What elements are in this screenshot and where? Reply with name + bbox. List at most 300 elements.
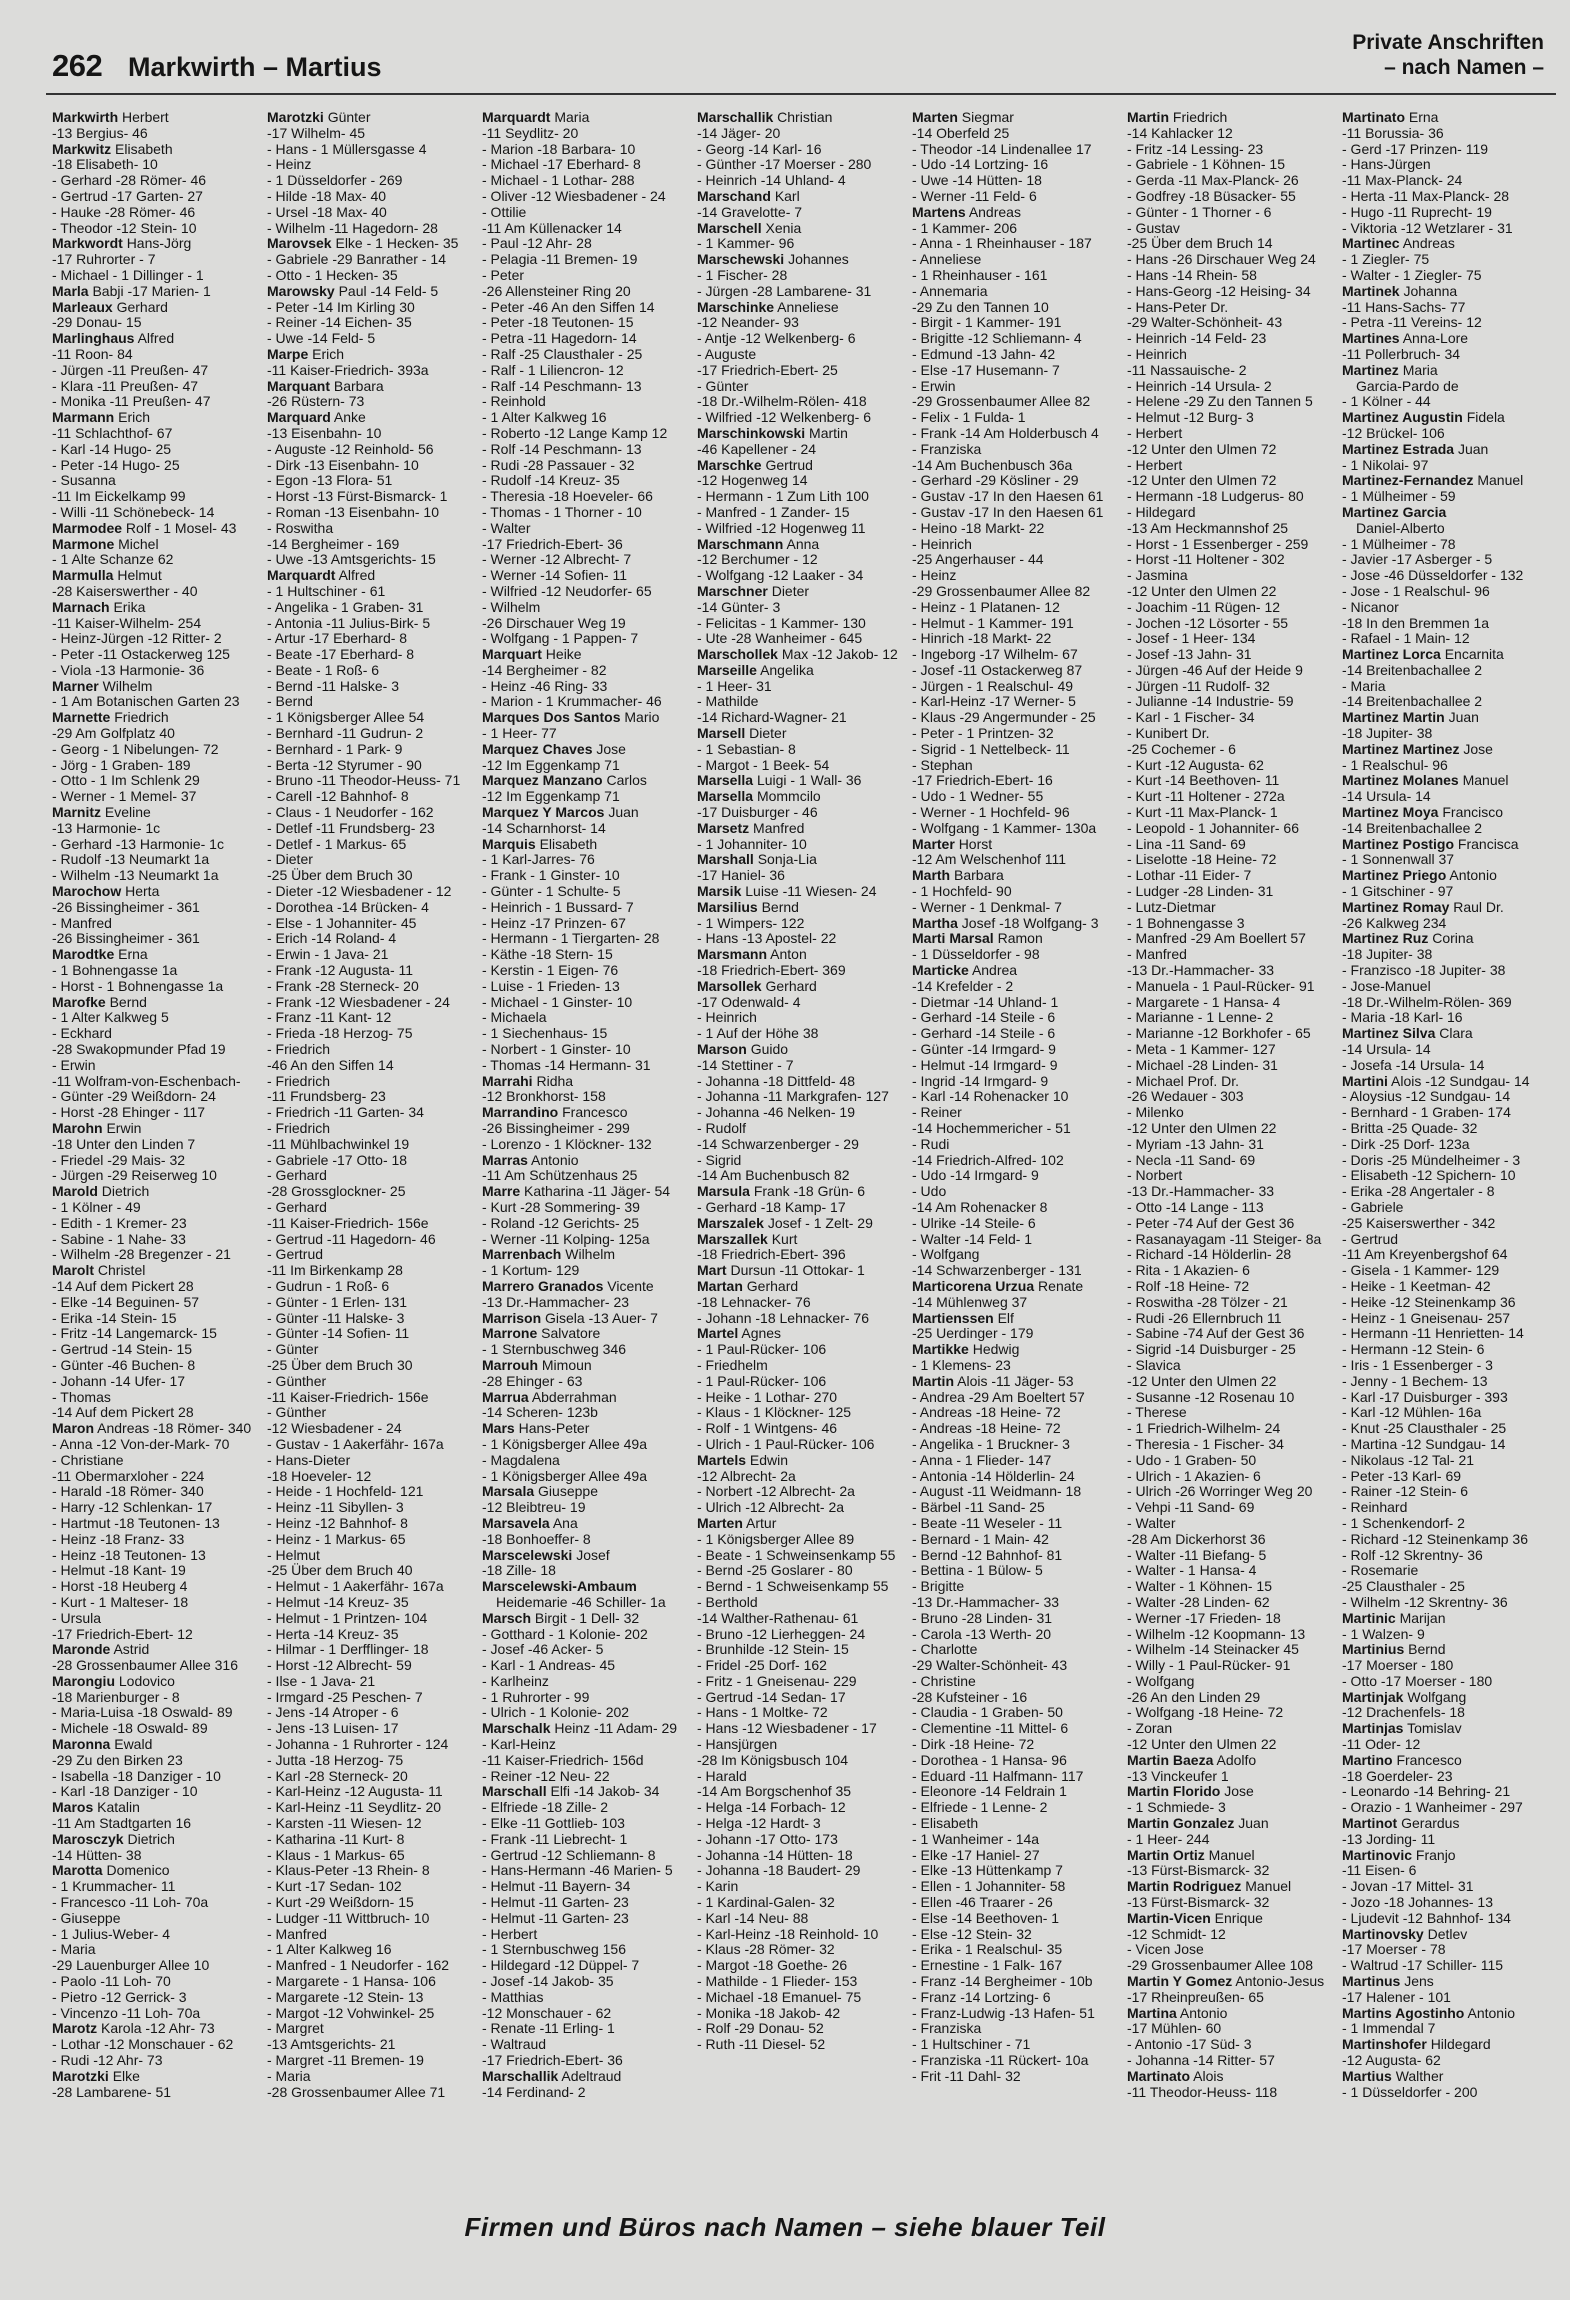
directory-entry-line: [52, 2069, 257, 2085]
entry-text: -12 Albrecht- 2a: [697, 1467, 796, 1484]
entry-text: -14 Kahlacker 12: [1127, 124, 1233, 141]
directory-entry-line: [52, 916, 257, 932]
surname: Martinez Silva: [1342, 1025, 1436, 1042]
directory-entry-line: [1342, 694, 1547, 710]
entry-text: - Norbert - 1 Ginster- 10: [482, 1041, 631, 1058]
entry-text: - Helmut -14 Irmgard- 9: [912, 1056, 1058, 1073]
directory-entry-line: [1127, 110, 1332, 126]
directory-entry-line: [482, 773, 687, 789]
directory-entry-line: [912, 1137, 1117, 1153]
surname: Marrouh: [482, 1356, 538, 1373]
directory-column-7: [1342, 110, 1547, 2200]
directory-entry-line: [482, 631, 687, 647]
entry-text: - Horst -11 Holtener - 302: [1127, 551, 1285, 568]
directory-entry-line: [482, 1326, 687, 1342]
entry-text: - Heino -18 Markt- 22: [912, 519, 1045, 536]
directory-entry-line: [912, 916, 1117, 932]
directory-entry-line: [697, 552, 902, 568]
entry-text: - Helmut - 1 Printzen- 104: [267, 1609, 428, 1626]
entry-text: -11 Im Birkenkamp 28: [267, 1262, 403, 1279]
directory-entry-line: [1127, 426, 1332, 442]
directory-entry-line: [1127, 252, 1332, 268]
directory-entry-line: [912, 1974, 1117, 1990]
directory-entry-line: [1127, 1832, 1332, 1848]
entry-text: - Hans-Jürgen: [1342, 156, 1431, 173]
entry-text: - Willi -11 Schönebeck- 14: [52, 503, 215, 520]
entry-text: - Thomas - 1 Thorner - 10: [482, 503, 642, 520]
directory-entry-line: [912, 884, 1117, 900]
directory-entry-line: [482, 1153, 687, 1169]
entry-text: - Dirk -25 Dorf- 123a: [1342, 1135, 1470, 1152]
entry-text: - Udo -14 Irmgard- 9: [912, 1167, 1039, 1184]
entry-text: Guido: [750, 1041, 789, 1058]
directory-entry-line: [482, 2069, 687, 2085]
entry-text: - Heinrich - 1 Bussard- 7: [482, 898, 634, 915]
directory-entry-line: [482, 1200, 687, 1216]
entry-text: -13 Harmonie- 1c: [52, 819, 161, 836]
directory-entry-line: [1127, 947, 1332, 963]
directory-entry-line: [482, 1816, 687, 1832]
entry-text: Gertrud: [765, 456, 813, 473]
entry-text: - Maria -18 Karl- 16: [1342, 1009, 1463, 1026]
directory-entry-line: [1127, 1247, 1332, 1263]
directory-entry-line: [912, 173, 1117, 189]
surname: Martina: [1127, 2004, 1177, 2021]
entry-text: - Michael -17 Eberhard- 8: [482, 156, 641, 173]
entry-text: Maria: [1402, 361, 1438, 378]
entry-text: - Brigitte -12 Schliemann- 4: [912, 330, 1082, 347]
directory-entry-line: [1342, 1958, 1547, 1974]
surname: Martin Ortiz: [1127, 1846, 1205, 1863]
directory-entry-line: [52, 473, 257, 489]
directory-entry-line: [1127, 1484, 1332, 1500]
entry-text: - Walter -14 Feld- 1: [912, 1230, 1033, 1247]
surname: Marszalek: [697, 1214, 764, 1231]
surname: Marschke: [697, 456, 762, 473]
entry-text: - Mathilde - 1 Flieder- 153: [697, 1973, 858, 1990]
entry-text: - Rainer -12 Stein- 6: [1342, 1483, 1469, 1500]
surname: Marschallik: [697, 110, 774, 125]
surname: Martinez Augustin: [1342, 409, 1463, 426]
entry-text: - Erika - 1 Realschul- 35: [912, 1941, 1063, 1958]
entry-text: - Udo - 1 Graben- 50: [1127, 1451, 1257, 1468]
directory-entry-line: [1342, 900, 1547, 916]
entry-text: - 1 Hochfeld- 90: [912, 883, 1012, 900]
directory-entry-line: [697, 852, 902, 868]
directory-entry-line: [52, 268, 257, 284]
surname: Marquez Chaves: [482, 740, 593, 757]
entry-text: -11 Roon- 84: [52, 345, 133, 362]
entry-text: Giuseppe: [538, 1483, 598, 1500]
entry-text: Birgit - 1 Dell- 32: [534, 1609, 640, 1626]
entry-text: -14 Walther-Rathenau- 61: [697, 1609, 859, 1626]
directory-entry-line: [52, 773, 257, 789]
directory-entry-line: [1342, 1642, 1547, 1658]
entry-text: - August -11 Weidmann- 18: [912, 1483, 1082, 1500]
directory-entry-line: [697, 379, 902, 395]
entry-text: - Jürgen -46 Auf der Heide 9: [1127, 661, 1303, 678]
directory-entry-line: [1127, 1990, 1332, 2006]
entry-text: - Josef - 1 Heer- 134: [1127, 630, 1256, 647]
surname: Marotta: [52, 1862, 103, 1879]
directory-entry-line: [1127, 347, 1332, 363]
entry-text: -14 Breitenbachallee 2: [1342, 693, 1483, 710]
entry-text: - Werner -17 Frieden- 18: [1127, 1609, 1281, 1626]
entry-text: - Anneliese: [912, 251, 982, 268]
directory-entry-line: [1127, 773, 1332, 789]
surname: Mart: [697, 1262, 727, 1279]
surname: Martin Gonzalez: [1127, 1815, 1235, 1832]
directory-entry-line: [1127, 379, 1332, 395]
directory-entry-line: [1342, 821, 1547, 837]
directory-entry-line: [1127, 805, 1332, 821]
entry-text: - Thomas: [52, 1388, 111, 1405]
entry-text: - Ulrich - 1 Akazien- 6: [1127, 1467, 1261, 1484]
surname: Marschallik: [482, 2067, 559, 2084]
directory-entry-line: [697, 758, 902, 774]
entry-text: -12 Neander- 93: [697, 314, 799, 331]
entry-text: - Wolfgang - 1 Kammer- 130a: [912, 819, 1097, 836]
entry-text: - Nikolaus -12 Tal- 21: [1342, 1451, 1475, 1468]
directory-entry-line: [912, 647, 1117, 663]
surname: Marrenbach: [482, 1246, 562, 1263]
directory-entry-line: [267, 1453, 472, 1469]
directory-entry-line: [52, 647, 257, 663]
entry-text: - Bernd -25 Goslarer - 80: [697, 1562, 853, 1579]
surname: Martines: [1342, 330, 1400, 347]
directory-entry-line: [1127, 1911, 1332, 1927]
directory-entry-line: [697, 442, 902, 458]
entry-text: Gisela -13 Auer- 7: [545, 1309, 658, 1326]
directory-entry-line: [697, 963, 902, 979]
entry-text: -29 Walter-Schönheit- 43: [912, 1657, 1068, 1674]
directory-entry-line: [482, 1958, 687, 1974]
directory-entry-line: [267, 1769, 472, 1785]
entry-text: Johanna: [1403, 282, 1458, 299]
entry-text: -14 Stettiner - 7: [697, 1056, 794, 1073]
directory-entry-line: [1342, 805, 1547, 821]
entry-text: - Nicanor: [1342, 598, 1399, 615]
directory-entry-line: [482, 1516, 687, 1532]
entry-text: -14 Oberfeld 25: [912, 124, 1010, 141]
directory-entry-line: [1127, 568, 1332, 584]
directory-entry-line: [912, 1627, 1117, 1643]
entry-text: - Ludger -11 Wittbruch- 10: [267, 1909, 430, 1926]
surname: Marschand: [697, 187, 771, 204]
entry-text: -18 Dr.-Wilhelm-Rölen- 418: [697, 393, 867, 410]
directory-entry-line: [267, 1263, 472, 1279]
entry-text: Domenico: [106, 1862, 170, 1879]
entry-text: Elisabeth: [539, 835, 598, 852]
directory-entry-line: [1342, 1358, 1547, 1374]
entry-text: - Julianne -14 Industrie- 59: [1127, 693, 1294, 710]
entry-text: - Jasmina: [1127, 567, 1188, 584]
entry-text: - Rudi -26 Ellernbruch 11: [1127, 1309, 1282, 1326]
entry-text: - Fritz -14 Lessing- 23: [1127, 140, 1264, 157]
directory-entry-line: [52, 1816, 257, 1832]
entry-text: - 1 Alter Kalkweg 16: [482, 409, 607, 426]
directory-entry-line: [267, 1232, 472, 1248]
entry-text: - Claus - 1 Neudorfer - 162: [267, 804, 434, 821]
directory-entry-line: [912, 568, 1117, 584]
directory-entry-line: [482, 1500, 687, 1516]
directory-entry-line: [1127, 1642, 1332, 1658]
directory-entry-line: [52, 394, 257, 410]
directory-entry-line: [482, 1184, 687, 1200]
entry-text: - Wilfried -12 Hogenweg 11: [697, 519, 866, 536]
directory-entry-line: [482, 1784, 687, 1800]
entry-text: - Beate - 1 Roß- 6: [267, 661, 380, 678]
entry-text: - Peter -14 Hugo- 25: [52, 456, 180, 473]
directory-entry-line: [697, 1863, 902, 1879]
directory-entry-line: [912, 1611, 1117, 1627]
surname: Martinius: [1342, 1641, 1405, 1658]
directory-entry-line: [1342, 1927, 1547, 1943]
directory-entry-line: [267, 1832, 472, 1848]
directory-entry-line: [482, 473, 687, 489]
entry-text: - Peter: [482, 266, 525, 283]
entry-text: - Ludger -28 Linden- 31: [1127, 883, 1274, 900]
directory-entry-line: [482, 1769, 687, 1785]
directory-entry-line: [912, 742, 1117, 758]
entry-text: - Christine: [912, 1672, 976, 1689]
directory-entry-line: [1342, 1200, 1547, 1216]
directory-entry-line: [482, 1105, 687, 1121]
directory-entry-line: [912, 1642, 1117, 1658]
directory-entry-line: [697, 347, 902, 363]
entry-text: - Erwin: [52, 1056, 96, 1073]
directory-entry-line: [482, 884, 687, 900]
entry-text: - Hans -13 Apostel- 22: [697, 930, 837, 947]
directory-entry-line: [482, 1405, 687, 1421]
entry-text: Juan: [1238, 1815, 1269, 1832]
directory-entry-line: [1342, 1579, 1547, 1595]
entry-text: - Leopold - 1 Johanniter- 66: [1127, 819, 1299, 836]
directory-entry-line: [52, 1311, 257, 1327]
directory-entry-line: [267, 1848, 472, 1864]
directory-entry-line: [697, 1326, 902, 1342]
directory-entry-line: [1127, 679, 1332, 695]
entry-text: -12 Hogenweg 14: [697, 472, 808, 489]
entry-text: - Hansjürgen: [697, 1736, 778, 1753]
entry-text: - Herta -11 Max-Planck- 28: [1342, 187, 1510, 204]
directory-entry-line: [912, 489, 1117, 505]
surname: Marschner: [697, 582, 768, 599]
surname: Marsilius: [697, 898, 758, 915]
entry-text: - Gertrud: [1342, 1230, 1399, 1247]
entry-text: - Paolo -11 Loh- 70: [52, 1973, 171, 1990]
surname: Marquant: [267, 377, 330, 394]
directory-entry-line: [52, 426, 257, 442]
directory-entry-line: [52, 694, 257, 710]
directory-entry-line: [52, 726, 257, 742]
directory-entry-line: [52, 1232, 257, 1248]
entry-text: Edwin: [749, 1451, 789, 1468]
directory-entry-line: [912, 505, 1117, 521]
directory-entry-line: [1342, 363, 1547, 379]
directory-entry-line: [1342, 947, 1547, 963]
directory-entry-line: [52, 2006, 257, 2022]
directory-entry-line: [1342, 1405, 1547, 1421]
entry-text: - Dirk -18 Heine- 72: [912, 1736, 1035, 1753]
surname: Marmone: [52, 535, 115, 552]
entry-text: - Ottilie: [482, 203, 527, 220]
entry-text: - Maria-Luisa -18 Oswald- 89: [52, 1704, 233, 1721]
directory-entry-line: [52, 821, 257, 837]
directory-entry-line: [697, 410, 902, 426]
directory-entry-line: [482, 205, 687, 221]
entry-text: - Knut -25 Clausthaler - 25: [1342, 1420, 1507, 1437]
entry-text: - Otto - 1 Im Schlenk 29: [52, 772, 200, 789]
directory-entry-line: [912, 126, 1117, 142]
entry-text: - Lina -11 Sand- 69: [1127, 835, 1246, 852]
entry-text: Vicente: [607, 1277, 654, 1294]
entry-text: Dietrich: [127, 1830, 175, 1847]
directory-entry-line: [912, 1232, 1117, 1248]
entry-text: - 1 Realschul- 96: [1342, 756, 1448, 773]
entry-text: - Rudolf: [697, 1120, 747, 1136]
entry-text: -13 Jording- 11: [1342, 1830, 1436, 1847]
entry-text: -14 Auf dem Pickert 28: [52, 1404, 194, 1421]
entry-text: - Liselotte -18 Heine- 72: [1127, 851, 1277, 868]
entry-text: - 1 Königsberger Allee 49a: [482, 1435, 647, 1452]
directory-entry-line: [482, 1990, 687, 2006]
directory-entry-line: [1342, 252, 1547, 268]
directory-entry-line: [52, 1579, 257, 1595]
entry-text: - Margot -18 Goethe- 26: [697, 1957, 848, 1974]
entry-text: - Waltrud -17 Schiller- 115: [1342, 1957, 1504, 1974]
entry-text: - Heinrich: [912, 535, 972, 552]
directory-entry-line: [482, 694, 687, 710]
directory-entry-line: [697, 1390, 902, 1406]
entry-text: - Katharina -11 Kurt- 8: [267, 1830, 405, 1847]
surname: Martel: [697, 1325, 739, 1342]
entry-text: -14 Am Buchenbusch 82: [697, 1167, 850, 1184]
entry-text: Hans-Jörg: [126, 235, 192, 252]
entry-text: Bernd: [1408, 1641, 1446, 1658]
directory-entry-line: [482, 1563, 687, 1579]
directory-entry-line: [482, 1627, 687, 1643]
directory-entry-line: [1342, 521, 1547, 537]
directory-entry-line: [1127, 1800, 1332, 1816]
entry-text: - Ulrich - 1 Paul-Rücker- 106: [697, 1435, 875, 1452]
entry-text: - Theresia -18 Hoeveler- 66: [482, 488, 653, 505]
directory-entry-line: [267, 995, 472, 1011]
directory-entry-line: [267, 1026, 472, 1042]
entry-text: - Manfred - 1 Zander- 15: [697, 503, 850, 520]
entry-text: - Harald -18 Römer- 340: [52, 1483, 204, 1500]
entry-text: - Gerhard -13 Harmonie- 1c: [52, 835, 224, 852]
directory-entry-line: [52, 1326, 257, 1342]
directory-entry-line: [1342, 458, 1547, 474]
directory-entry-line: [912, 410, 1117, 426]
directory-entry-line: [1342, 442, 1547, 458]
directory-entry-line: [912, 2069, 1117, 2085]
entry-text: - Kurt -11 Holtener - 272a: [1127, 788, 1285, 805]
surname: Martinez Lorca: [1342, 646, 1441, 663]
directory-entry-line: [482, 142, 687, 158]
directory-entry-line: [1127, 1627, 1332, 1643]
directory-entry-line: [52, 616, 257, 632]
entry-text: - Günter -14 Sofien- 11: [267, 1325, 410, 1342]
directory-entry-line: [1127, 600, 1332, 616]
directory-column-2: [267, 110, 472, 2200]
entry-text: - Erika -28 Angertaler - 8: [1342, 1183, 1495, 1200]
entry-text: - Gerhard -28 Römer- 46: [52, 172, 207, 189]
directory-entry-line: [1127, 331, 1332, 347]
entry-text: - Werner -11 Kolping- 125a: [482, 1230, 650, 1247]
directory-entry-line: [52, 1390, 257, 1406]
entry-text: Bernd: [761, 898, 799, 915]
entry-text: - Carell -12 Bahnhof- 8: [267, 788, 409, 805]
directory-entry-line: [1342, 742, 1547, 758]
directory-entry-line: [697, 505, 902, 521]
directory-entry-line: [267, 1500, 472, 1516]
entry-text: Francesco: [1396, 1751, 1462, 1768]
directory-entry-line: [52, 1026, 257, 1042]
entry-text: - Horst -12 Albrecht- 59: [267, 1657, 412, 1674]
entry-text: - Jürgen - 1 Realschul- 49: [912, 677, 1074, 694]
entry-text: -17 Ruhrorter - 7: [52, 251, 156, 268]
entry-text: -29 Zu den Birken 23: [52, 1751, 183, 1768]
entry-text: - Jörg - 1 Graben- 189: [52, 756, 191, 773]
directory-entry-line: [267, 1295, 472, 1311]
directory-entry-line: [52, 1200, 257, 1216]
directory-entry-line: [482, 1690, 687, 1706]
directory-entry-line: [482, 1911, 687, 1927]
entry-text: - Bernd - 1 Schweisenkamp 55: [697, 1578, 889, 1595]
entry-text: - Heinrich -14 Uhland- 4: [697, 172, 846, 189]
entry-text: - Marianne -12 Borkhofer - 65: [1127, 1025, 1311, 1042]
entry-text: Enrique: [1214, 1909, 1263, 1926]
entry-text: Anna: [786, 535, 820, 552]
entry-text: -14 Friedrich-Alfred- 102: [912, 1151, 1064, 1168]
directory-entry-line: [697, 252, 902, 268]
directory-entry-line: [1127, 821, 1332, 837]
directory-entry-line: [267, 236, 472, 252]
directory-entry-line: [267, 979, 472, 995]
directory-entry-line: [1342, 616, 1547, 632]
directory-entry-line: [482, 236, 687, 252]
directory-entry-line: [482, 1121, 687, 1137]
entry-text: - Antonia -11 Julius-Birk- 5: [267, 614, 431, 631]
entry-text: -11 Kaiser-Wilhelm- 254: [52, 614, 202, 631]
directory-entry-line: [1127, 1216, 1332, 1232]
entry-text: - Frank - 1 Ginster- 10: [482, 867, 620, 884]
entry-text: - 1 Sternbuschweg 346: [482, 1341, 626, 1358]
directory-entry-line: [1342, 189, 1547, 205]
entry-text: - Andreas -18 Heine- 72: [912, 1404, 1061, 1421]
directory-entry-line: [52, 758, 257, 774]
entry-text: - Günter -14 Irmgard- 9: [912, 1041, 1056, 1058]
directory-entry-line: [267, 1484, 472, 1500]
directory-entry-line: [697, 710, 902, 726]
entry-text: -18 Goerdeler- 23: [1342, 1767, 1453, 1784]
entry-text: - Klaus -28 Römer- 32: [697, 1941, 835, 1958]
directory-entry-line: [52, 584, 257, 600]
entry-text: - 1 Rheinhauser - 161: [912, 266, 1048, 283]
entry-text: -14 Gravelotte- 7: [697, 203, 803, 220]
directory-entry-line: [52, 1421, 257, 1437]
entry-text: - Wolfgang: [912, 1246, 980, 1263]
surname: Marowsky: [267, 282, 335, 299]
entry-text: -17 Moerser - 180: [1342, 1657, 1454, 1674]
directory-entry-line: [482, 1674, 687, 1690]
entry-text: - 1 Schenkendorf- 2: [1342, 1514, 1465, 1531]
directory-entry-line: [267, 900, 472, 916]
entry-text: - Hugo -11 Ruprecht- 19: [1342, 203, 1492, 220]
entry-text: - Karsten -11 Wiesen- 12: [267, 1815, 422, 1832]
